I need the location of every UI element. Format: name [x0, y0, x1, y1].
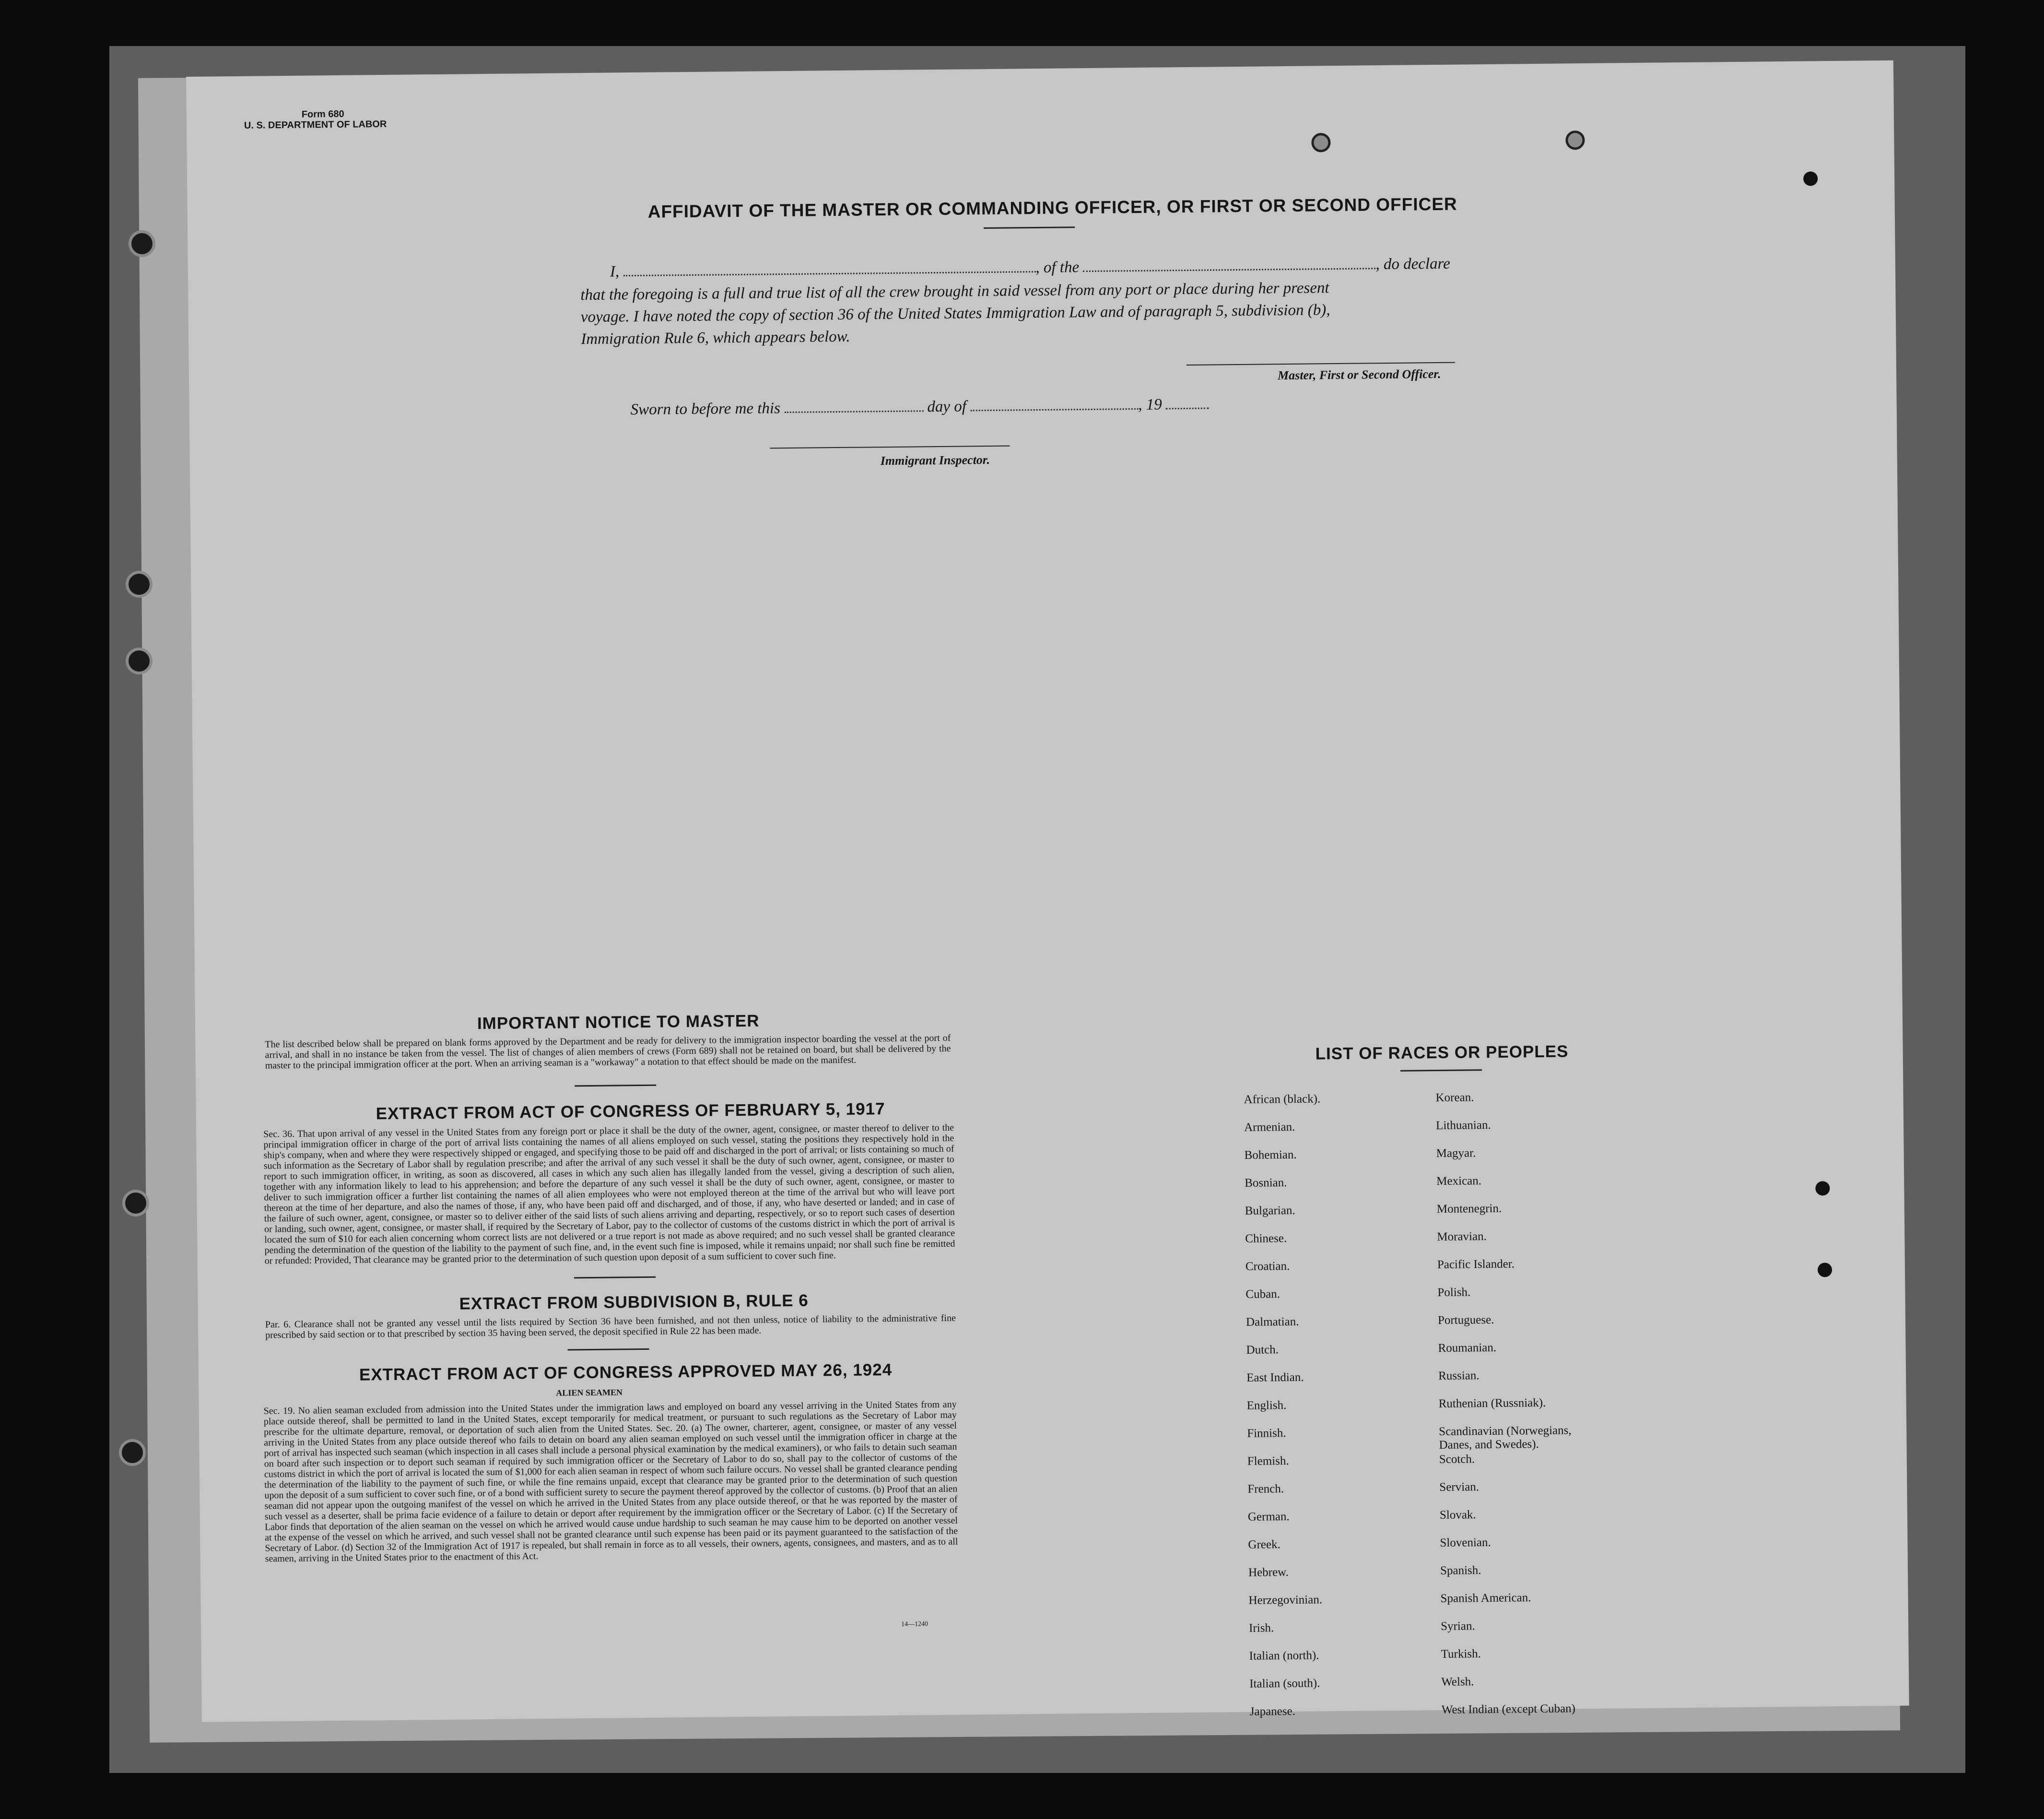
extract-rule6-title: EXTRACT FROM SUBDIVISION B, RULE 6: [459, 1291, 809, 1313]
races-title: LIST OF RACES OR PEOPLES: [1315, 1042, 1569, 1063]
binder-hole: [126, 648, 153, 674]
do-declare-label: , do declare: [1375, 255, 1451, 273]
race-entry: Russian.: [1438, 1369, 1480, 1383]
race-entry: Scandinavian (Norwegians, Danes, and Swedes).: [1439, 1424, 1572, 1452]
form-number: Form 680: [301, 108, 344, 120]
race-entry: Moravian.: [1437, 1230, 1487, 1244]
vessel-blank[interactable]: [1083, 266, 1375, 272]
race-entry: Korean.: [1435, 1091, 1474, 1105]
race-entry: East Indian.: [1246, 1370, 1304, 1384]
race-entry: Dalmatian.: [1245, 1315, 1299, 1329]
binder-hole: [122, 1190, 149, 1217]
binder-hole: [119, 1439, 146, 1466]
race-entry: Spanish American.: [1440, 1591, 1531, 1606]
notice-rule: [575, 1085, 656, 1087]
race-entry: Greek.: [1248, 1538, 1280, 1551]
race-entry: Roumanian.: [1438, 1341, 1497, 1355]
month-blank[interactable]: [970, 406, 1138, 411]
race-entry: Spanish.: [1440, 1564, 1481, 1578]
race-entry: Scotch.: [1439, 1453, 1475, 1466]
race-entry: Magyar.: [1436, 1146, 1476, 1160]
department-name: U. S. DEPARTMENT OF LABOR: [244, 118, 387, 131]
extract-1924-title: EXTRACT FROM ACT OF CONGRESS APPROVED MAY 26, 1924: [359, 1360, 893, 1384]
race-entry: Polish.: [1437, 1286, 1471, 1299]
affidavit-body-line2: voyage. I have noted the copy of section 36 of the United States Immigration Law and of paragraph 5, subdivision (b),: [580, 301, 1330, 326]
affidavit-body-line3: Immigration Rule 6, which appears below.: [581, 328, 850, 348]
race-entry: English.: [1246, 1399, 1287, 1412]
race-entry: Japanese.: [1249, 1704, 1296, 1718]
day-blank[interactable]: [784, 408, 923, 413]
race-entry: Slovenian.: [1440, 1536, 1491, 1550]
inspector-label: Immigrant Inspector.: [880, 452, 990, 468]
race-entry: Welsh.: [1441, 1675, 1474, 1689]
binder-hole: [126, 571, 153, 598]
race-entry: Portuguese.: [1437, 1313, 1494, 1327]
punch-hole: [1815, 1181, 1830, 1195]
race-entry: French.: [1247, 1482, 1284, 1496]
races-rule: [1400, 1069, 1482, 1072]
i-label: I,: [610, 263, 620, 281]
print-code: 14—1240: [901, 1620, 928, 1628]
race-entry: Montenegrin.: [1436, 1202, 1502, 1216]
race-entry: Lithuanian.: [1435, 1118, 1491, 1133]
race-entry: Turkish.: [1441, 1647, 1481, 1661]
title-rule: [984, 226, 1075, 229]
punch-hole: [1565, 130, 1585, 150]
extract-rule6-rule: [567, 1348, 649, 1351]
race-entry: West Indian (except Cuban): [1441, 1702, 1576, 1717]
form-identifier: [244, 108, 387, 131]
race-entry: Syrian.: [1441, 1619, 1475, 1633]
day-of-label: day of: [927, 398, 967, 416]
race-entry: Bohemian.: [1244, 1148, 1297, 1162]
punch-hole: [1818, 1263, 1832, 1277]
race-entry: Italian (south).: [1249, 1677, 1320, 1690]
extract-1924-text: Sec. 19. No alien seaman excluded from admission into the United States under the immigration laws and employed on board any vessel arriving in the United States from any place outside thereof, shall be permitted to land in the United States, except temporarily for medical treatment, or pursuant to such regulations as the Secretary of Labor may prescribe for the ultimate departure, removal, or deportation of such alien from the United States. Sec. 20. (a) The owner, charterer, agent, consignee, or master of any vessel arriving in the United States from any place outside thereof who fails to detain on board any alien seaman employed on such vessel until the immigration officer in charge at the port of arrival has inspected such seaman (which inspection in all cases shall include a personal physical examination by the medical examiners), or who fails to detain such seaman on board after such inspection or to deport such seaman if required by such immigration officer or the Secretary of Labor to do so, shall pay to the collector of customs of the customs district in which the port of arrival is located the sum of $1,000 for each alien seaman in respect of whom such failure occurs. No vessel shall be granted clearance pending the determination of the liability to the payment of such fine, or while the fine remains unpaid, except that clearance may be granted prior to the determination of such question upon the deposit of a sum sufficient to cover such fine, or of a bond with sufficient surety to secure the payment thereof approved by the collector of customs. (b) Proof that an alien seaman did not appear upon the outgoing manifest of the vessel on which he arrived in the United States from any place outside thereof, or that he was reported by the master of such vessel as a deserter, shall be prima facie evidence of a failure to detain or deport after requirement by the immigration officer or the Secretary of Labor. (c) If the Secretary of Labor finds that deportation of the alien seaman on the vessel on which he arrived would cause undue hardship to such seaman he may cause him to be deported on another vessel at the expense of the vessel on which he arrived, and such vessel shall not be granted clearance until such expense has been paid or its payment guaranteed to the satisfaction of the Secretary of Labor. (d) Section 32 of the Immigration Act of 1917 is repealed, but shall remain in force as to all vessels, their owners, agents, consignees, and masters, and as to all seamen, arriving in the United States prior to the enactment of this Act.: [263, 1399, 958, 1564]
race-entry: Slovak.: [1439, 1508, 1476, 1522]
notice-title: IMPORTANT NOTICE TO MASTER: [477, 1011, 760, 1033]
race-entry: Hebrew.: [1248, 1566, 1289, 1579]
sworn-line: [630, 393, 1209, 421]
extract-1917-title: EXTRACT FROM ACT OF CONGRESS OF FEBRUARY 5, 1917: [376, 1099, 885, 1123]
extract-1924-subtitle: ALIEN SEAMEN: [556, 1387, 623, 1398]
binder-hole: [129, 230, 155, 257]
signature-line[interactable]: [1186, 362, 1455, 366]
signature-label: Master, First or Second Officer.: [1277, 366, 1441, 383]
race-entry: Pacific Islander.: [1437, 1257, 1515, 1272]
extract-1917-text: Sec. 36. That upon arrival of any vessel in the United States from any foreign port or place it shall be the duty of the owner, agent, consignee, or master thereof to deliver to the principal immigration officer in charge of the port of arrival lists containing the names of all aliens employed on such vessel, stating the positions they respectively hold in the ship's company, when and where they were respectively shipped or engaged, and specifying those to be paid off and discharged in the port of arrival; or lists containing so much of such information as the Secretary of Labor shall by regulation prescribe; and after the arrival of any such vessel it shall be the duty of such owner, agent, consignee, or master to report to such immigration officer, in writing, as soon as discovered, all cases in which any such alien has illegally landed from the vessel, giving a description of such alien, together with any information likely to lead to his apprehension; and before the departure of any such vessel it shall be the duty of such owner, agent, consignee, or master to deliver to such immigration officer a further list containing the names of all alien employees who were not employed thereon at the time of the arrival but who will leave port thereon at the time of her departure, and also the names of those, if any, who have been paid off and discharged, and of those, if any, who have deserted or landed; and in case of the failure of such owner, agent, consignee, or master so to deliver either of the said lists of such aliens arriving and departing, respectively, or so to report such cases of desertion or landing, such owner, agent, consignee, or master shall, if required by the Secretary of Labor, pay to the collector of customs of the customs district in which the port of arrival is located the sum of $10 for each alien concerning whom correct lists are not delivered or a true report is not made as above required; and no such vessel shall be granted clearance pending the determination of the question of the liability to the payment of such fine, and, in the event such fine is imposed, while it remains unpaid; nor shall such fine be remitted or refunded: Provided, That clearance may be granted prior to the determination of such question upon deposit of a sum sufficient to cover such fine.: [263, 1122, 955, 1266]
race-entry: Cuban.: [1245, 1287, 1280, 1301]
name-blank[interactable]: [623, 269, 1035, 276]
notice-text: The list described below shall be prepared on blank forms approved by the Department and be ready for delivery to the immigration inspector boarding the vessel at the port of arrival, and shall in no instance be taken from the vessel. The list of changes of alien members of crews (Form 689) shall not be retained on board, but shall be delivered by the master to the principal immigration officer at the port. When an arriving seaman is a "workaway" a notation to that effect should be made on the manifest.: [265, 1032, 951, 1071]
race-entry: Chinese.: [1245, 1232, 1287, 1245]
race-entry: Croatian.: [1245, 1260, 1290, 1273]
race-entry: Dutch.: [1246, 1343, 1279, 1357]
race-entry: Bulgarian.: [1245, 1204, 1295, 1217]
race-entry: Armenian.: [1244, 1120, 1295, 1134]
race-entry: Bosnian.: [1245, 1176, 1287, 1190]
sworn-label: Sworn to before me this: [630, 400, 781, 419]
race-entry: Flemish.: [1247, 1454, 1289, 1468]
punch-hole: [1311, 133, 1330, 152]
extract-rule6-text: Par. 6. Clearance shall not be granted any vessel until the lists required by Section 36 have been furnished, and not then unless, notice of liability to the administrative fine prescribed by said section or to that prescribed by section 35 having been served, the deposit specified in Rule 22 has been made.: [265, 1312, 956, 1341]
inspector-signature-line[interactable]: [770, 446, 1010, 449]
of-the-label: , of the: [1035, 259, 1080, 277]
affidavit-body-line1: that the foregoing is a full and true list of all the crew brought in said vessel from any port or place during her present: [580, 279, 1329, 304]
race-entry: Italian (north).: [1249, 1649, 1319, 1663]
extract-1917-rule: [574, 1276, 656, 1279]
race-entry: Irish.: [1249, 1621, 1274, 1635]
race-entry: African (black).: [1244, 1092, 1321, 1106]
race-entry: Finnish.: [1247, 1427, 1286, 1440]
race-entry: Ruthenian (Russniak).: [1438, 1396, 1546, 1411]
year-blank[interactable]: [1166, 406, 1209, 410]
year-label: , 19: [1138, 396, 1162, 413]
race-entry: Servian.: [1439, 1480, 1480, 1494]
race-entry: Herzegovinian.: [1248, 1593, 1323, 1607]
manifest-page: [186, 60, 1909, 1722]
punch-hole: [1803, 171, 1818, 186]
race-entry: Mexican.: [1436, 1174, 1482, 1188]
race-entry: German.: [1247, 1510, 1290, 1524]
affidavit-title: AFFIDAVIT OF THE MASTER OR COMMANDING OFFICER, OR FIRST OR SECOND OFFICER: [647, 194, 1457, 222]
